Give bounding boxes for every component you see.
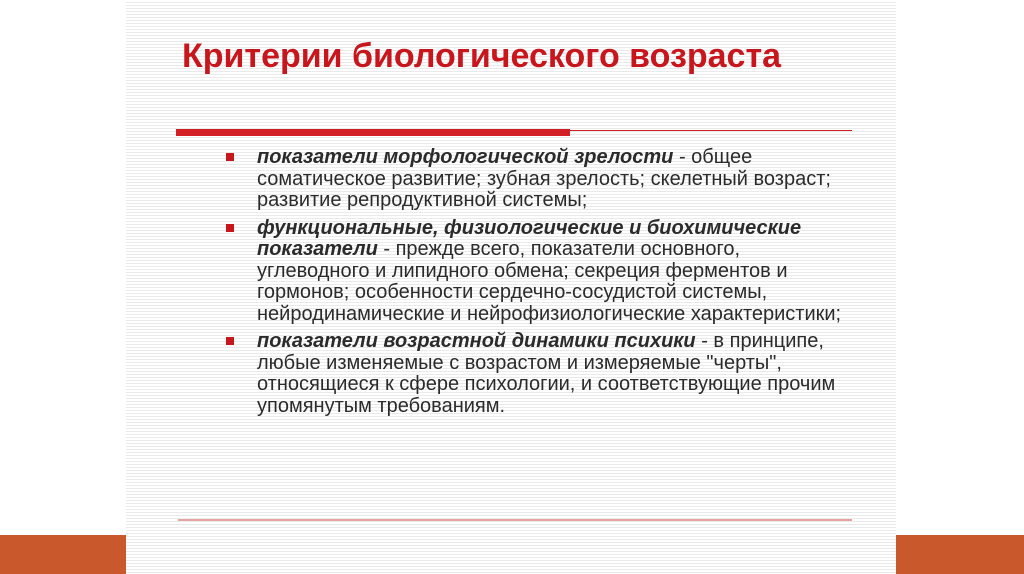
bullet-term: показатели морфологической зрелости (257, 146, 674, 168)
slide-canvas (126, 0, 896, 574)
bullet-description: - прежде всего, показатели основного, углеводного и липидного обмена; секреция ферментов и гормонов; особенности сердечно-сосудистой системы, нейродинамические и нейрофизиологические характеристики; (257, 238, 842, 325)
bullet-term: показатели возрастной динамики психики (257, 330, 696, 352)
bullet-item-functional (222, 218, 852, 326)
bullet-item-morphological (222, 147, 852, 212)
bullet-item-psyche (222, 331, 852, 417)
bullet-list (222, 147, 852, 423)
square-bullet-icon (226, 224, 234, 232)
left-decorative-band (0, 535, 126, 574)
bullet-description: - в принципе, любые изменяемые с возрастом и измеряемые "черты", относящиеся к сфере психологии, и соответствующие прочим упомянутым требованиям. (257, 330, 836, 417)
right-decorative-band (896, 535, 1024, 574)
bullet-description: - общее соматическое развитие; зубная зрелость; скелетный возраст; развитие репродуктивной системы; (257, 146, 831, 211)
square-bullet-icon (226, 337, 234, 345)
title-underline-thin (570, 130, 852, 131)
slide-title: Критерии биологического возраста (182, 37, 782, 75)
title-underline-thick (176, 129, 570, 136)
bullet-term: функциональные, физиологические и биохимические показатели (257, 216, 802, 260)
square-bullet-icon (226, 153, 234, 161)
bottom-divider (178, 519, 852, 521)
